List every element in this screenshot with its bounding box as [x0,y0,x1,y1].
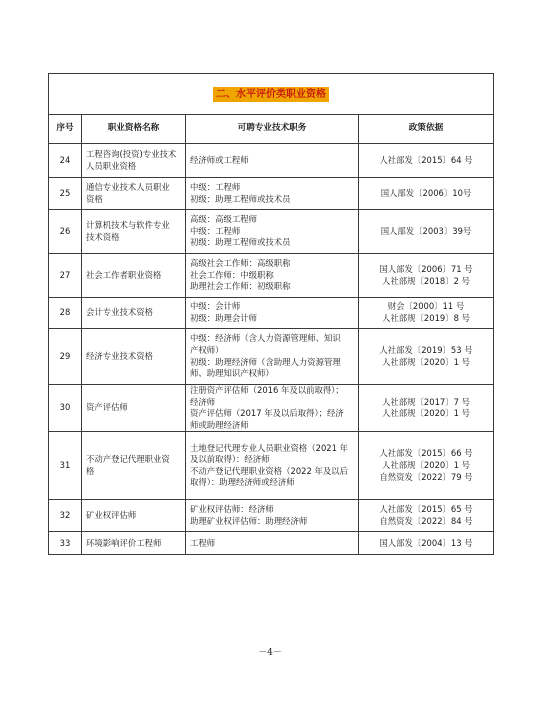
position-line: 中级：会计师 [190,301,241,312]
name-line: 技术资格 [86,231,120,242]
page-number: －4－ [258,648,282,658]
table-row [49,500,494,532]
cell-basis [359,144,494,178]
cell-name [82,210,186,254]
header-row [49,115,494,144]
name-line: 格 [86,465,95,476]
name-line: 通信专业技术人员职业 [86,181,170,192]
name-line: 人员职业资格 [86,160,137,171]
name-line: 矿业权评估师 [86,510,137,521]
cell-position [186,210,359,254]
position-line: 经济师或工程师 [190,154,249,165]
cell-position [186,178,359,210]
position-line: 初级：助理经济师（含助理人力资源管理 [190,356,341,367]
position-line: 社会工作师：中级职称 [190,269,274,280]
cell-no: 27 [49,254,82,298]
name-line: 工程咨询(投资)专业技术 [86,148,177,159]
position-line: 取得）：助理经济师或经济师 [190,477,295,488]
basis-line: 人社部规〔2019〕8 号 [382,313,470,323]
cell-basis [359,329,494,385]
basis-line: 国人部发〔2006〕10号 [380,187,472,198]
cell-position [186,385,359,432]
header-position: 可聘专业技术职务 [186,115,359,144]
cell-no: 26 [49,210,82,254]
position-line: 助理矿业权评估师：助理经济师 [190,515,308,526]
cell-basis [359,254,494,298]
position-line: 初级：助理会计师 [190,313,257,323]
table-row [49,254,494,298]
table-row [49,329,494,385]
cell-no: 33 [49,532,82,555]
name-line: 经济专业技术资格 [86,350,153,361]
cell-basis [359,532,494,555]
name-line: 环境影响评价工程师 [86,537,162,548]
table-row [49,210,494,254]
cell-basis [359,432,494,500]
basis-line: 人社部规〔2018〕2 号 [382,275,470,286]
cell-name [82,254,186,298]
name-line: 计算机技术与软件专业 [86,219,170,230]
position-line: 工程师 [190,537,216,548]
position-line: 资产评估师（2017 年及以后取得）；经济 [190,408,344,419]
cell-name [82,385,186,432]
basis-line: 国人部发〔2003〕39号 [380,225,472,236]
cell-name [82,178,186,210]
cell-basis [359,298,494,329]
cell-name [82,500,186,532]
position-line: 师、助理知识产权师） [190,368,274,379]
position-line: 中级：工程师 [190,181,241,192]
cell-name [82,144,186,178]
cell-name [82,432,186,500]
cell-position [186,144,359,178]
name-line: 社会工作者职业资格 [86,269,162,280]
table-body [49,74,494,555]
basis-line: 自然资发〔2022〕84 号 [379,515,473,526]
table-row [49,432,494,500]
name-line: 资格 [86,193,103,204]
section-title: 二、水平评价类职业资格 [213,87,329,102]
cell-position [186,254,359,298]
position-line: 初级：助理工程师或技术员 [190,193,291,204]
basis-line: 人社部发〔2015〕64 号 [379,154,473,165]
position-line: 高级社会工作师：高级职称 [190,258,291,269]
basis-line: 国人部发〔2004〕13 号 [379,537,473,548]
cell-no: 24 [49,144,82,178]
basis-line: 人社部规〔2020〕1 号 [382,356,470,367]
cell-basis [359,210,494,254]
basis-line: 财会〔2000〕11 号 [387,301,465,312]
name-line: 不动产登记代理职业资 [86,454,170,465]
header-name: 职业资格名称 [82,115,186,144]
basis-line: 人社部规〔2020〕1 号 [382,408,470,419]
name-line: 资产评估师 [86,402,128,413]
cell-position [186,329,359,385]
position-line: 不动产登记代理职业资格（2022 年及以后 [190,465,348,476]
cell-position [186,298,359,329]
qualification-table [48,73,494,555]
basis-line: 自然资发〔2022〕79 号 [379,471,473,482]
table-row [49,298,494,329]
position-line: 初级：助理工程师或技术员 [190,237,291,248]
header-no: 序号 [49,115,82,144]
cell-basis [359,500,494,532]
cell-no: 28 [49,298,82,329]
basis-line: 人社部规〔2020〕1 号 [382,460,470,471]
cell-no: 30 [49,385,82,432]
cell-basis [359,178,494,210]
position-line: 助理社会工作师：初级职称 [190,281,291,292]
position-line: 中级：经济师（含人力资源管理师、知识 [190,333,341,344]
position-line: 注册资产评估师（2016 年及以前取得）； [190,385,344,395]
table-row [49,144,494,178]
cell-name [82,298,186,329]
header-basis: 政策依据 [359,115,494,144]
position-line: 矿业权评估师：经济师 [190,504,274,515]
cell-basis [359,385,494,432]
basis-line: 国人部发〔2006〕71 号 [379,263,473,274]
section-title-row [49,74,494,115]
basis-line: 人社部发〔2019〕53 号 [379,344,473,355]
position-line: 产权师） [190,344,224,355]
position-line: 师或助理经济师 [190,419,249,430]
section-title-cell [49,74,494,115]
cell-name [82,532,186,555]
basis-line: 人社部发〔2015〕65 号 [379,504,473,515]
position-line: 中级：工程师 [190,225,241,236]
cell-position [186,432,359,500]
cell-no: 31 [49,432,82,500]
table-row [49,385,494,432]
cell-position [186,500,359,532]
position-line: 土地登记代理专业人员职业资格（2021 年 [190,442,348,453]
position-line: 及以前取得）：经济师 [190,454,270,465]
cell-no: 32 [49,500,82,532]
cell-name [82,329,186,385]
table-row [49,532,494,555]
basis-line: 人社部规〔2017〕7 号 [382,396,470,407]
cell-no: 25 [49,178,82,210]
cell-no: 29 [49,329,82,385]
basis-line: 人社部发〔2015〕66 号 [379,448,473,459]
position-line: 高级：高级工程师 [190,214,257,225]
table-row [49,178,494,210]
position-line: 经济师 [190,396,216,407]
name-line: 会计专业技术资格 [86,307,153,318]
cell-position [186,532,359,555]
